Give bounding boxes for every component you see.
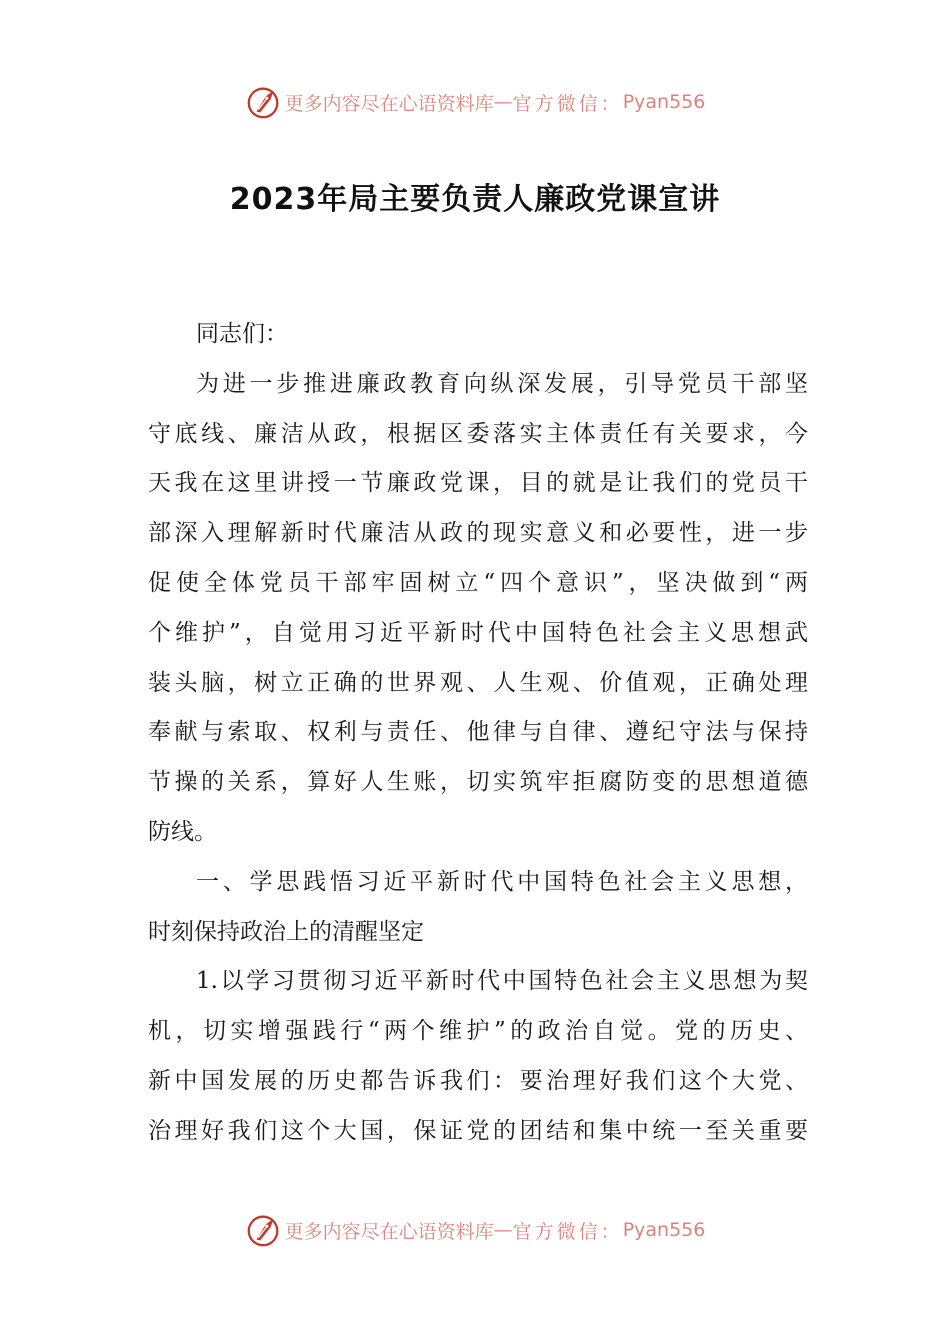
section-heading-line: 时刻保持政治上的清醒坚定 xyxy=(148,918,424,945)
document-body xyxy=(148,310,808,1157)
pen-nib-logo-icon xyxy=(245,83,283,121)
watermark-wechat-label: 官方微信： xyxy=(512,92,623,115)
paragraph-line: 装头脑，树立正确的世界观、人生观、价值观，正确处理 xyxy=(148,669,808,696)
pen-nib-logo-icon xyxy=(245,1211,283,1249)
watermark-separator: — xyxy=(493,91,513,113)
paragraph-line: 1.以学习贯彻习近平新时代中国特色社会主义思想为契 xyxy=(196,968,808,995)
watermark-brand: 更多内容尽在心语资料库 xyxy=(284,1220,494,1243)
document-title: 2023年局主要负责人廉政党课宣讲 xyxy=(229,182,721,217)
paragraph-line: 防线。 xyxy=(148,818,217,845)
paragraph-line: 守底线、廉洁从政，根据区委落实主体责任有关要求，今 xyxy=(148,420,808,447)
watermark-separator: — xyxy=(493,1219,513,1241)
paragraph-line: 天我在这里讲授一节廉政党课，目的就是让我们的党员干 xyxy=(148,470,808,497)
watermark-wechat-id: Pyan556 xyxy=(622,91,706,113)
paragraph-line: 治理好我们这个大国，保证党的团结和集中统一至关重要 xyxy=(148,1117,808,1144)
paragraph-line: 个维护”，自觉用习近平新时代中国特色社会主义思想武 xyxy=(148,619,808,646)
paragraph-line: 新中国发展的历史都告诉我们：要治理好我们这个大党、 xyxy=(148,1067,808,1094)
watermark-wechat-id: Pyan556 xyxy=(622,1219,706,1241)
watermark-wechat-label: 官方微信： xyxy=(512,1220,623,1243)
paragraph-line: 奉献与索取、权利与责任、他律与自律、遵纪守法与保持 xyxy=(148,719,808,746)
salutation: 同志们： xyxy=(196,321,288,347)
footer-watermark xyxy=(0,1210,950,1250)
paragraph-line: 部深入理解新时代廉洁从政的现实意义和必要性，进一步 xyxy=(148,520,808,547)
paragraph-line: 促使全体党员干部牢固树立“四个意识”，坚决做到“两 xyxy=(148,569,808,596)
paragraph-line: 机，切实增强践行“两个维护”的政治自觉。党的历史、 xyxy=(148,1018,808,1045)
header-watermark xyxy=(0,82,950,122)
paragraph-line: 为进一步推进廉政教育向纵深发展，引导党员干部坚 xyxy=(196,370,808,397)
paragraph-line: 节操的关系，算好人生账，切实筑牢拒腐防变的思想道德 xyxy=(148,769,808,796)
section-heading-line: 一、学思践悟习近平新时代中国特色社会主义思想， xyxy=(196,868,808,895)
watermark-brand: 更多内容尽在心语资料库 xyxy=(284,92,494,115)
